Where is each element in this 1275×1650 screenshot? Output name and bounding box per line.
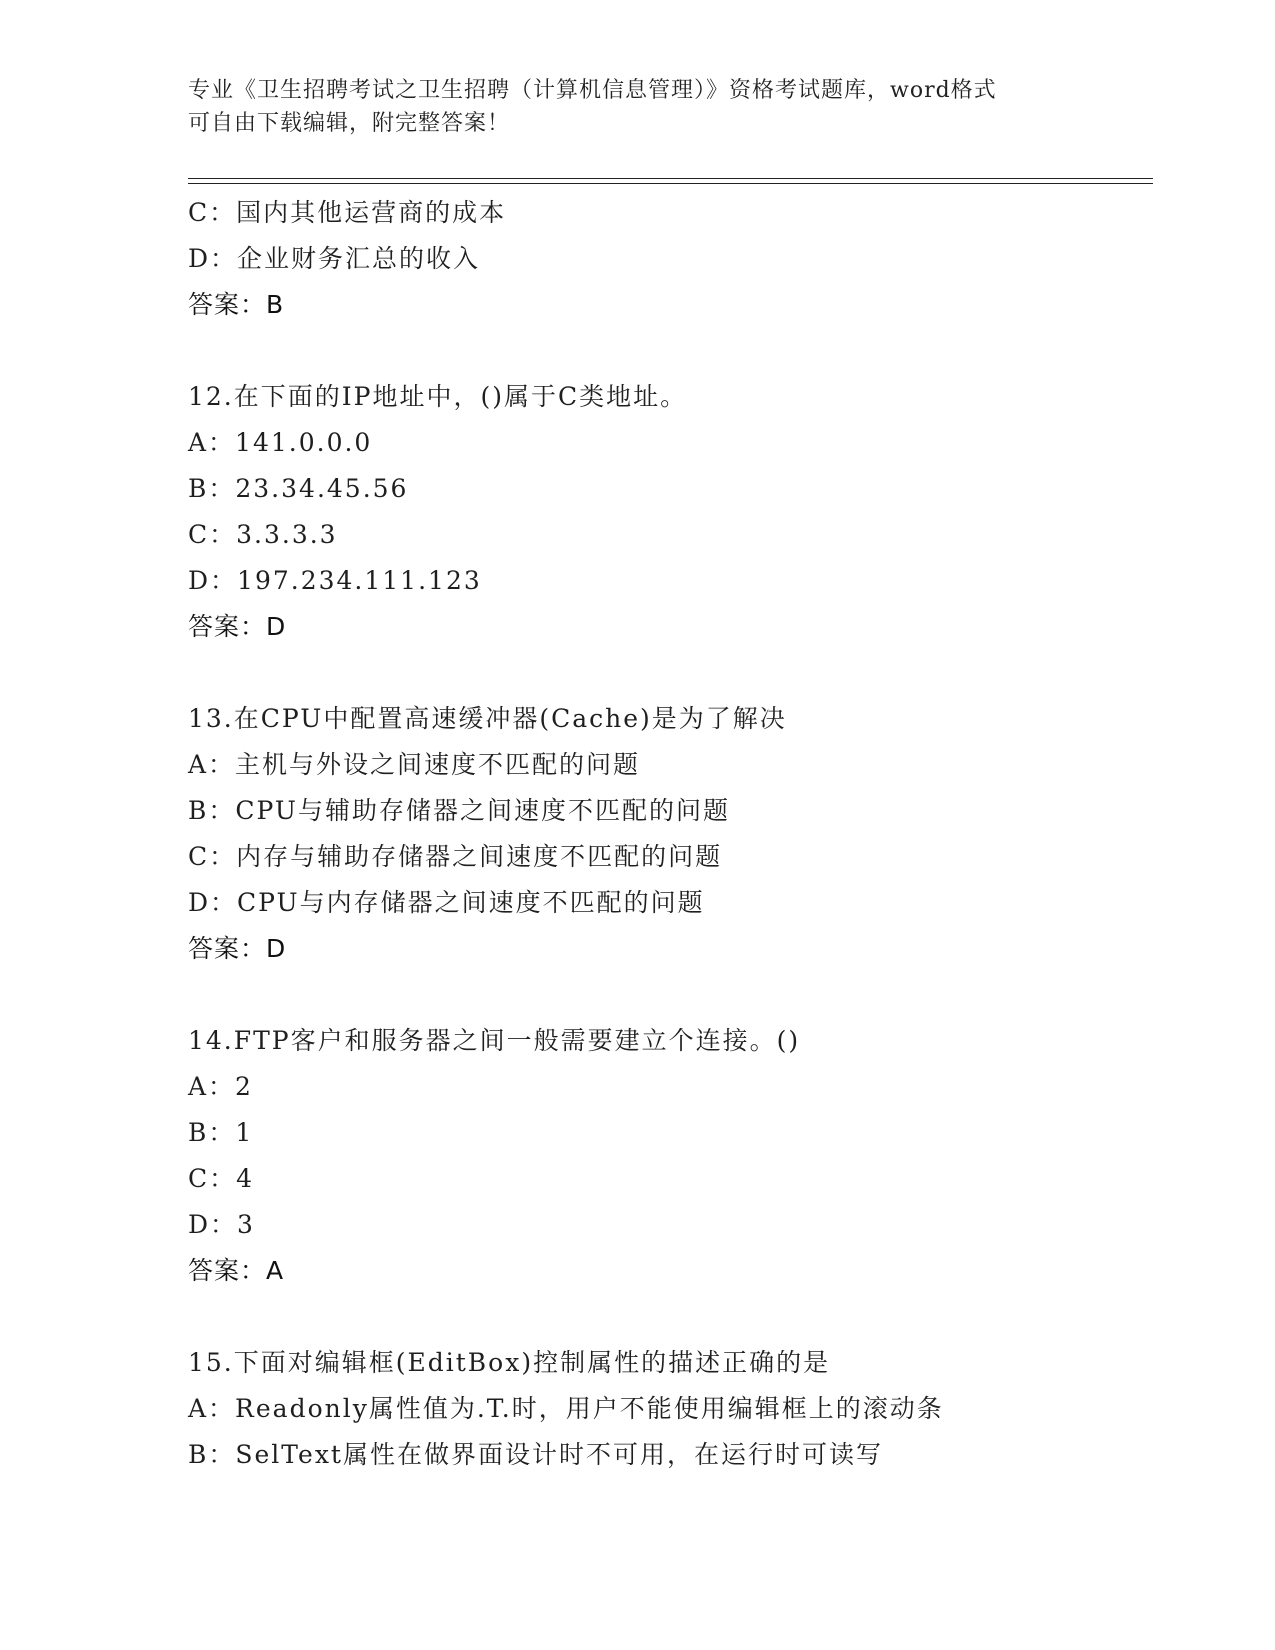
spacer: [188, 650, 1188, 696]
option-a: A：主机与外设之间速度不匹配的问题: [188, 750, 641, 779]
header-divider-bottom: [188, 183, 1153, 184]
option-c: C：内存与辅助存储器之间速度不匹配的问题: [188, 842, 723, 871]
option-c: C：国内其他运营商的成本: [188, 198, 507, 227]
option-a: A：2: [188, 1072, 253, 1101]
header-divider-top: [188, 178, 1153, 179]
question-13: [188, 696, 1188, 972]
question-14: [188, 1018, 1188, 1294]
option-d: D：CPU与内存储器之间速度不匹配的问题: [188, 888, 705, 917]
option-c: C：3.3.3.3: [188, 520, 338, 549]
option-a: A：Readonly属性值为.T.时，用户不能使用编辑框上的滚动条: [188, 1394, 944, 1423]
question-11-tail: [188, 190, 1188, 328]
option-b: B：23.34.45.56: [188, 474, 409, 503]
question-list: [188, 190, 1188, 1478]
spacer: [188, 328, 1188, 374]
answer-label: 答案：A: [188, 1256, 285, 1285]
question-12: [188, 374, 1188, 650]
question-15: [188, 1340, 1188, 1478]
question-stem: 12.在下面的IP地址中，()属于C类地址。: [188, 382, 688, 411]
option-a: A：141.0.0.0: [188, 428, 373, 457]
header-title-line-2: 可自由下载编辑，附完整答案！: [188, 111, 511, 136]
spacer: [188, 1294, 1188, 1340]
answer-label: 答案：D: [188, 934, 287, 963]
answer-label: 答案：D: [188, 612, 287, 641]
option-d: D：197.234.111.123: [188, 566, 482, 595]
option-b: B：1: [188, 1118, 254, 1147]
header-title-line-1: 专业《卫生招聘考试之卫生招聘（计算机信息管理）》资格考试题库，word格式: [188, 78, 997, 103]
question-stem: 15.下面对编辑框(EditBox)控制属性的描述正确的是: [188, 1348, 831, 1377]
option-c: C：4: [188, 1164, 255, 1193]
spacer: [188, 972, 1188, 1018]
answer-label: 答案：B: [188, 290, 285, 319]
option-b: B：SelText属性在做界面设计时不可用，在运行时可读写: [188, 1440, 883, 1469]
question-stem: 14.FTP客户和服务器之间一般需要建立个连接。(): [188, 1026, 801, 1055]
option-b: B：CPU与辅助存储器之间速度不匹配的问题: [188, 796, 730, 825]
question-stem: 13.在CPU中配置高速缓冲器(Cache)是为了解决: [188, 704, 787, 733]
document-header: [188, 74, 1088, 140]
option-d: D：3: [188, 1210, 255, 1239]
option-d: D：企业财务汇总的收入: [188, 244, 481, 273]
